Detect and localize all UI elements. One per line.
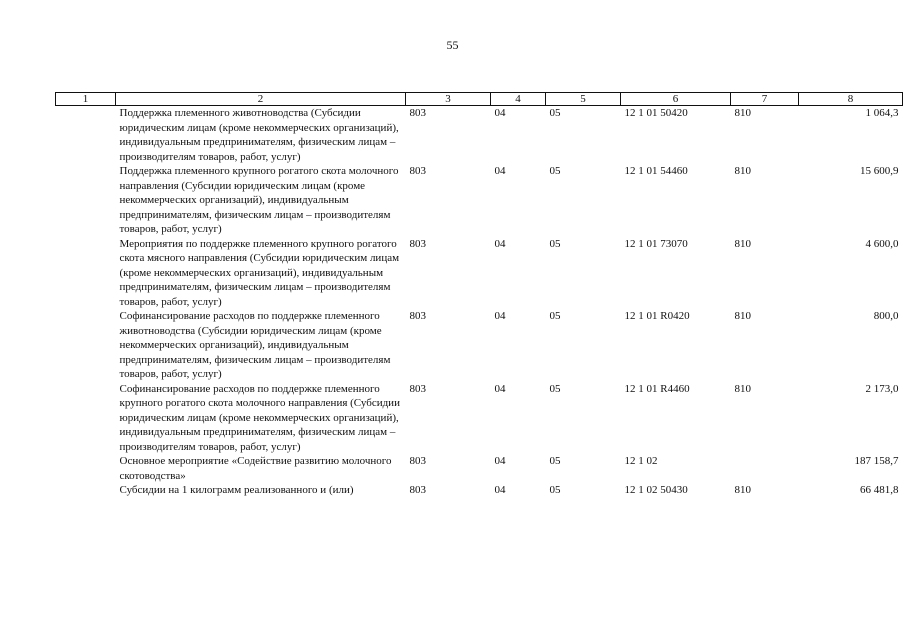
table-row [56,106,903,165]
cell-amount: 800,0 [873,310,899,322]
cell-col-1 [56,454,116,483]
cell-amount: 2 173,0 [865,382,899,395]
cell-description: Основное мероприятие «Содействие развитию молочного скотоводства» [119,455,392,482]
table-row [56,164,903,237]
cell-ministry-code: 803 [409,310,426,322]
cell-col-1 [56,483,116,498]
cell-target-article: 12 1 01 73070 [624,237,688,250]
table-row [56,382,903,455]
cell-col-1 [56,382,116,455]
cell-description: Мероприятия по поддержке племенного крупного рогатого скота мясного направления (Субсидии юридическим лицам (кроме некоммерческих организаций), индивидуальным предпринимателям, физическим лицам – производителям товаров, работ, услуг) [119,237,400,308]
cell-ministry-code: 803 [409,165,426,177]
cell-description: Софинансирование расходов по поддержке племенного животноводства (Субсидии юридическим лицам (кроме некоммерческих организаций), индивидуальным предпринимателям, физическим лицам – производителям товаров, работ, услуг) [119,310,391,380]
cell-subsection-code: 05 [549,107,561,119]
budget-table [55,92,903,498]
cell-section-code: 04 [494,237,506,250]
cell-target-article: 12 1 01 R0420 [624,310,690,322]
cell-amount: 4 600,0 [865,237,899,250]
cell-expense-type: 810 [734,237,751,250]
cell-col-1 [56,309,116,382]
cell-target-article: 12 1 02 [624,455,658,467]
header-col-4: 4 [491,93,546,106]
cell-subsection-code: 05 [549,165,561,177]
header-col-2: 2 [116,93,406,106]
header-row [56,93,903,106]
cell-description: Поддержка племенного животноводства (Субсидии юридическим лицам (кроме некоммерческих организаций), индивидуальным предпринимателям, физическим лицам – производителям товаров, работ, услуг) [119,107,399,163]
cell-section-code: 04 [494,165,506,177]
cell-section-code: 04 [494,484,506,496]
cell-subsection-code: 05 [549,455,561,467]
cell-target-article: 12 1 01 54460 [624,165,688,177]
table-row [56,309,903,382]
page-number: 55 [446,38,459,52]
cell-col-1 [56,237,116,310]
cell-description: Субсидии на 1 килограмм реализованного и (или) [119,484,354,496]
cell-expense-type: 810 [734,107,751,119]
cell-section-code: 04 [494,382,506,395]
header-col-6: 6 [621,93,731,106]
cell-description: Поддержка племенного крупного рогатого скота молочного направления (Субсидии юридическим лицам (кроме некоммерческих организаций), индивидуальным предпринимателям, физическим лицам – производителям товаров, работ, услуг) [119,165,399,235]
table-row [56,237,903,310]
cell-target-article: 12 1 01 50420 [624,107,688,119]
cell-expense-type [731,454,799,483]
table-row [56,454,903,483]
table-row [56,483,903,498]
table-body [56,106,903,498]
cell-subsection-code: 05 [549,237,561,250]
cell-expense-type: 810 [734,382,751,395]
cell-col-1 [56,106,116,165]
cell-subsection-code: 05 [549,310,561,322]
cell-section-code: 04 [494,107,506,119]
cell-section-code: 04 [494,310,506,322]
cell-target-article: 12 1 02 50430 [624,484,688,496]
cell-ministry-code: 803 [409,107,426,119]
cell-amount: 66 481,8 [860,484,899,496]
cell-ministry-code: 803 [409,382,426,395]
cell-amount: 15 600,9 [860,165,899,177]
cell-ministry-code: 803 [409,237,426,250]
cell-amount: 187 158,7 [854,455,899,467]
cell-ministry-code: 803 [409,455,426,467]
header-col-3: 3 [406,93,491,106]
cell-amount: 1 064,3 [865,107,899,119]
cell-subsection-code: 05 [549,484,561,496]
cell-target-article: 12 1 01 R4460 [624,382,690,395]
cell-section-code: 04 [494,455,506,467]
cell-description: Софинансирование расходов по поддержке племенного крупного рогатого скота молочного направления (Субсидии юридическим лицам (кроме некоммерческих организаций), индивидуальным предпринимателям, физическим лицам – производителям товаров, работ, услуг) [119,382,400,453]
table-header [56,93,903,106]
header-col-5: 5 [546,93,621,106]
header-col-8: 8 [799,93,903,106]
cell-expense-type: 810 [734,310,751,322]
cell-ministry-code: 803 [409,484,426,496]
header-col-7: 7 [731,93,799,106]
cell-expense-type: 810 [734,484,751,496]
header-col-1: 1 [56,93,116,106]
cell-col-1 [56,164,116,237]
cell-subsection-code: 05 [549,382,561,395]
cell-expense-type: 810 [734,165,751,177]
